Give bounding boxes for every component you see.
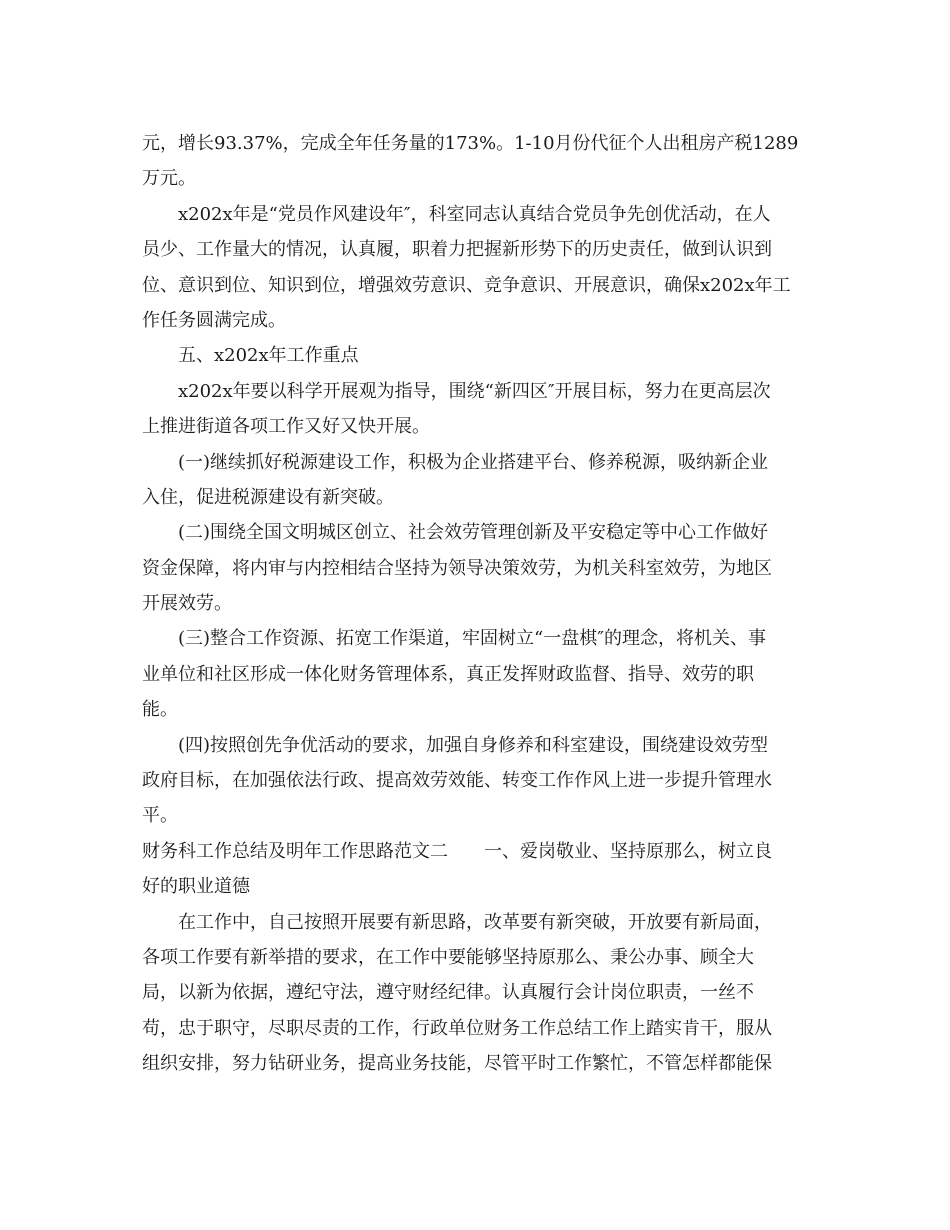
list-item-3: (三)整合工作资源、拓宽工作渠道，牢固树立“一盘棋″的理念，将机关、事 [178,628,766,650]
text-line: 苟，忠于职守，尽职尽责的工作，行政单位财务工作总结工作上踏实肯干，服从 [142,1017,772,1039]
paragraph-start: x202x年要以科学开展观为指导，围绕“新四区″开展目标，努力在更高层次 [178,380,771,402]
text-line: 政府目标，在加强依法行政、提高效劳效能、转变工作作风上进一步提升管理水 [142,770,772,792]
text-line: 开展效劳。 [142,593,232,615]
text-line: 业单位和社区形成一体化财务管理体系，真正发挥财政监督、指导、效劳的职 [142,663,754,685]
text-line: 局，以新为依据，遵纪守法，遵守财经纪律。认真履行会计岗位职责，一丝不 [142,982,754,1004]
text-line: 位、意识到位、知识到位，增强效劳意识、竞争意识、开展意识，确保x202x年工 [142,274,791,296]
document-body [142,126,810,1082]
text-line: 入住，促进税源建设有新突破。 [142,486,394,508]
text-line: 各项工作要有新举措的要求，在工作中要能够坚持原那么、秉公办事、顾全大 [142,946,754,968]
list-item-1: (一)继续抓好税源建设工作，积极为企业搭建平台、修养税源，吸纳新企业 [178,451,769,473]
list-item-4: (四)按照创先争优活动的要求，加强自身修养和科室建设，围绕建设效劳型 [178,734,769,756]
paragraph-start: 在工作中，自己按照开展要有新思路，改革要有新突破，开放要有新局面， [178,911,772,933]
text-line: 上推进街道各项工作又好又快开展。 [142,416,430,438]
section-title: 财务科工作总结及明年工作思路范文二 [142,840,448,862]
text-line: 好的职业道德 [142,876,250,898]
section-title-tail: 一、爱岗敬业、坚持原那么，树立良 [484,840,772,862]
text-line: 员少、工作量大的情况，认真履，职着力把握新形势下的历史责任，做到认识到 [142,239,772,261]
text-line: 平。 [142,805,178,827]
text-line: 作任务圆满完成。 [142,309,286,331]
list-item-2: (二)围绕全国文明城区创立、社会效劳管理创新及平安稳定等中心工作做好 [178,522,769,544]
section-heading: 五、x202x年工作重点 [178,345,359,367]
section-title-line [142,834,810,869]
text-line: 组织安排，努力钻研业务，提高业务技能，尽管平时工作繁忙，不管怎样都能保 [142,1053,772,1075]
text-line: 能。 [142,699,178,721]
paragraph-start: x202x年是“党员作风建设年″，科室同志认真结合党员争先创优活动，在人 [178,203,771,225]
text-line: 万元。 [142,168,196,190]
text-line: 资金保障，将内审与内控相结合坚持为领导决策效劳，为机关科室效劳，为地区 [142,557,772,579]
text-line: 元，增长93.37%，完成全年任务量的173%。1-10月份代征个人出租房产税1289 [142,133,799,154]
